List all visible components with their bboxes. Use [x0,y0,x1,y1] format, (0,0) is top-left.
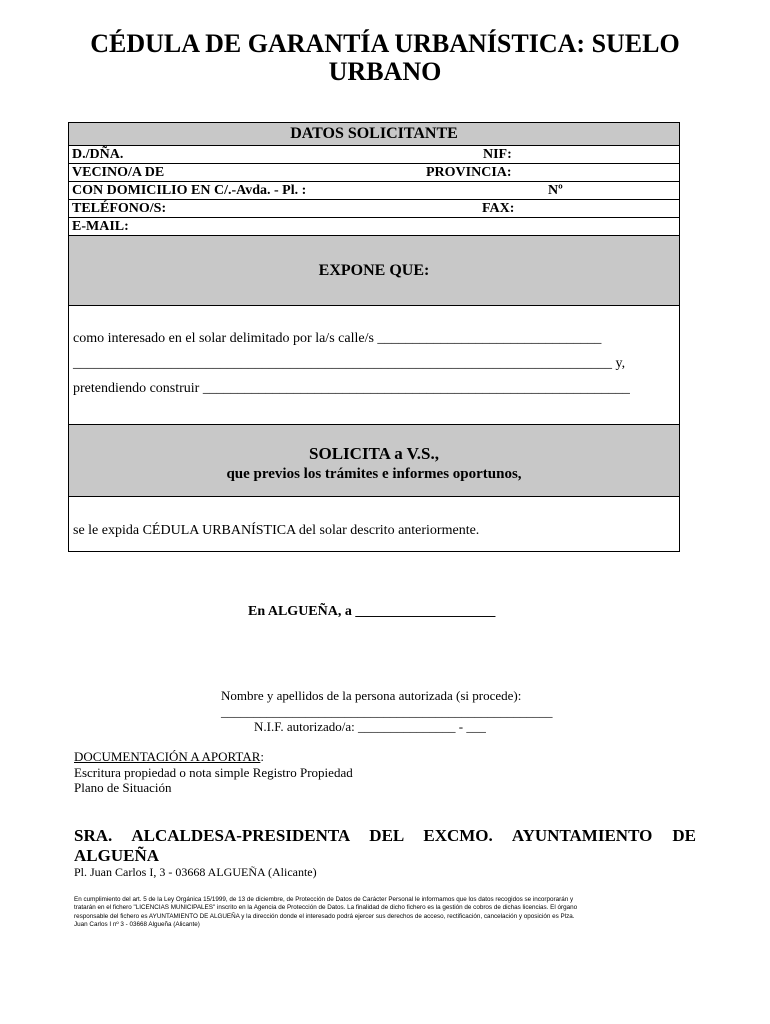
authorized-nif-line[interactable]: N.I.F. autorizado/a: _______________ - ___ [254,719,486,734]
solicita-header [69,425,679,497]
expone-line-1[interactable]: como interesado en el solar delimitado por la/s calle/s ________________________________ [73,331,602,346]
legal-line-1: En cumplimiento del art. 5 de la Ley Orgánica 15/1999, de 13 de diciembre, de Protección de Datos de Carácter Personal le informamos que los datos recogidos se incorporarán y [74,896,574,903]
row-vecino[interactable] [69,164,679,182]
row-telefono[interactable] [69,200,679,218]
legal-notice [74,896,696,930]
recipient-line-1: SRA. ALCALDESA-PRESIDENTA DEL EXCMO. AYUNTAMIENTO DE [74,826,696,845]
authorized-person-line[interactable]: ___________________________________________________ [221,704,553,719]
row-dona[interactable] [69,146,679,164]
dona-label: D./DÑA. [72,147,124,162]
datos-solicitante-header: DATOS SOLICITANTE [69,123,679,146]
solicita-title: SOLICITA a V.S., [309,444,439,463]
solicita-subtitle: que previos los trámites e informes oportunos, [226,466,522,482]
solicita-text: se le expida CÉDULA URBANÍSTICA del solar descrito anteriormente. [73,523,480,538]
fax-label: FAX: [482,201,515,216]
numero-label: Nº [548,183,563,198]
place-date-line[interactable]: En ALGUEÑA, a ____________________ [248,604,496,619]
expone-header: EXPONE QUE: [69,236,679,306]
expone-line-3[interactable]: pretendiendo construir _____________________________________________________________ [73,381,630,396]
documentation-title-colon: : [260,749,265,764]
documentation-title [74,749,264,765]
title-line-2: URBANO [328,57,442,86]
row-domicilio[interactable] [69,182,679,200]
expone-body [69,306,679,425]
row-email[interactable] [69,218,679,236]
legal-line-4: Juan Carlos I nº 3 - 03668 Algueña (Alicante) [74,921,200,929]
document-title [70,30,700,86]
domicilio-label: CON DOMICILIO EN C/.-Avda. - Pl. : [72,183,307,198]
documentation-item-1: Escritura propiedad o nota simple Registro Propiedad [74,765,353,780]
documentation-title-text: DOCUMENTACIÓN A APORTAR [74,749,261,764]
recipient-address: Pl. Juan Carlos I, 3 - 03668 ALGUEÑA (Alicante) [74,865,317,879]
nif-label: NIF: [483,147,512,162]
legal-line-3: responsable del fichero es AYUNTAMIENTO DE ALGUEÑA y la dirección donde el interesado podrá ejercer sus derechos de acceso, rectificación, cancelación y oposición es Plza. [74,912,575,920]
recipient-line-2: ALGUEÑA [74,846,160,865]
expone-line-2[interactable]: _____________________________________________________________________________ y, [73,356,626,371]
email-label: E-MAIL: [72,219,129,234]
title-line-1: CÉDULA DE GARANTÍA URBANÍSTICA: SUELO [90,29,680,58]
authorized-person-label: Nombre y apellidos de la persona autorizada (si procede): [221,688,522,703]
documentation-item-2: Plano de Situación [74,780,172,795]
legal-line-2: tratarán en el fichero "LICENCIAS MUNICIPALES" inscrito en la Agencia de Protección de Datos. La finalidad de dicho fichero es la gestión de cobros de dichas licencias. El órgano [74,904,578,912]
telefono-label: TELÉFONO/S: [72,201,167,216]
vecino-label: VECINO/A DE [72,165,165,180]
application-form [68,122,680,552]
provincia-label: PROVINCIA: [426,165,512,180]
